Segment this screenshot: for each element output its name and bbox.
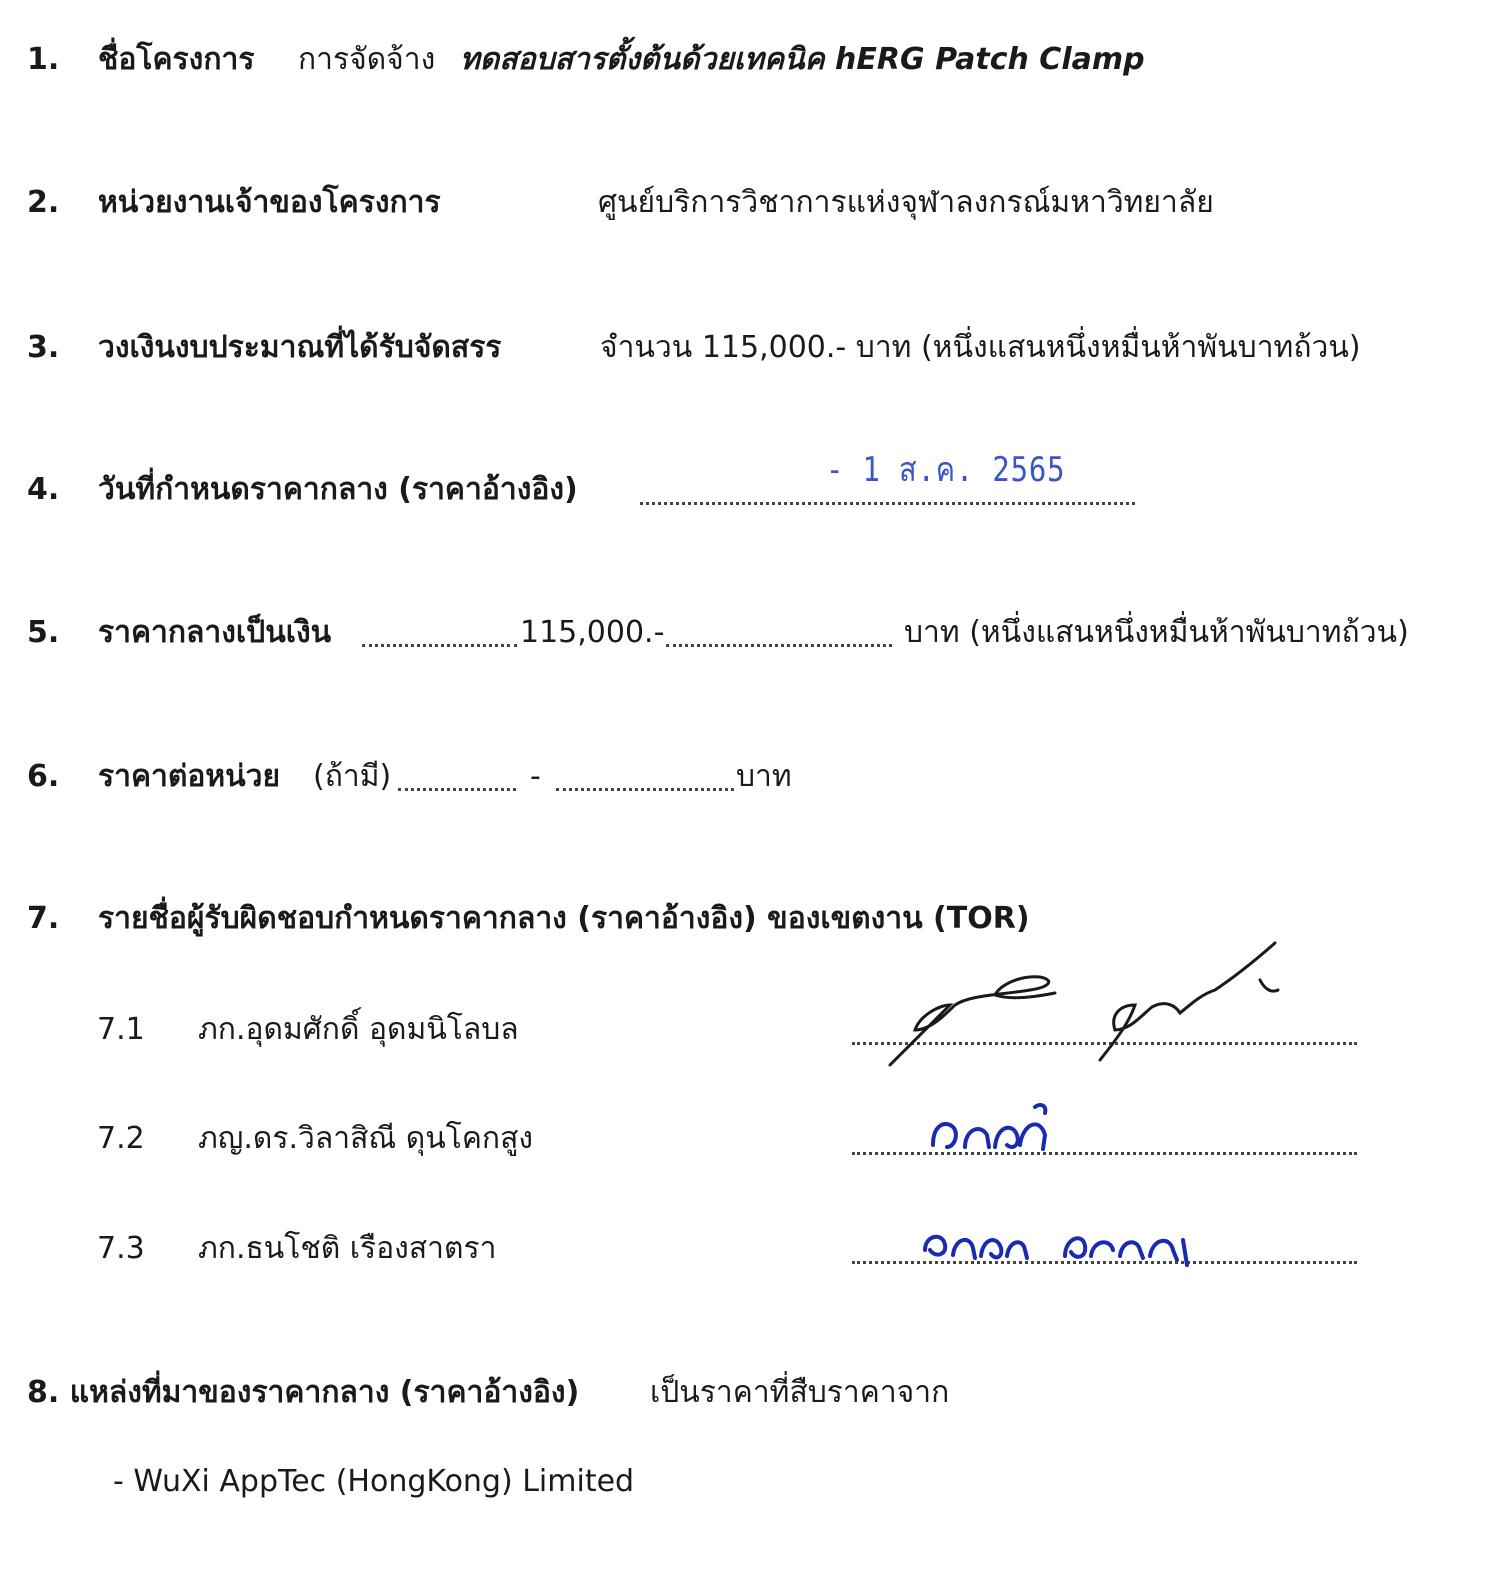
source-vendor: - WuXi AppTec (HongKong) Limited	[113, 1464, 635, 1499]
item-6-dash: -	[530, 759, 541, 794]
item-2-number: 2.	[27, 185, 60, 220]
person-1-signature	[880, 935, 1300, 1075]
item-6-unit: บาท	[736, 759, 792, 794]
item-2-value: ศูนย์บริการวิชาการแห่งจุฬาลงกรณ์มหาวิทยาลัย	[598, 185, 1214, 220]
item-2-label: หน่วยงานเจ้าของโครงการ	[98, 185, 441, 220]
item-6-dotted-line-a	[398, 788, 516, 791]
person-3-number: 7.3	[97, 1231, 145, 1266]
item-5-dotted-line-b	[666, 644, 892, 647]
person-1-name: ภก.อุดมศักดิ์ อุดมนิโลบล	[198, 1012, 519, 1047]
item-3-value: จำนวน 115,000.- บาท (หนึ่งแสนหนึ่งหมื่นห้าพันบาทถ้วน)	[600, 330, 1361, 365]
person-1-number: 7.1	[97, 1012, 145, 1047]
person-2-signature	[925, 1095, 1055, 1160]
item-8-number: 8.	[27, 1375, 60, 1410]
item-3-label: วงเงินงบประมาณที่ได้รับจัดสรร	[98, 330, 502, 365]
item-7-label: รายชื่อผู้รับผิดชอบกำหนดราคากลาง (ราคาอ้างอิง) ของเขตงาน (TOR)	[98, 901, 1030, 936]
item-6-number: 6.	[27, 759, 60, 794]
item-1-label: ชื่อโครงการ	[98, 42, 255, 77]
item-6-label: ราคาต่อหน่วย	[98, 759, 281, 794]
item-5-label: ราคากลางเป็นเงิน	[98, 615, 332, 650]
item-8-value: เป็นราคาที่สืบราคาจาก	[650, 1375, 950, 1410]
item-1-number: 1.	[27, 42, 60, 77]
person-2-name: ภญ.ดร.วิลาสิณี ดุนโคกสูง	[198, 1121, 534, 1156]
item-5-amount: 115,000.-	[520, 615, 665, 650]
item-4-label: วันที่กำหนดราคากลาง (ราคาอ้างอิง)	[98, 472, 578, 507]
person-2-number: 7.2	[97, 1121, 145, 1156]
item-5-number: 5.	[27, 615, 60, 650]
item-3-number: 3.	[27, 330, 60, 365]
person-3-name: ภก.ธนโชติ เรืองสาตรา	[198, 1231, 497, 1266]
item-6-note: (ถ้ามี)	[313, 759, 392, 794]
item-5-suffix: บาท (หนึ่งแสนหนึ่งหมื่นห้าพันบาทถ้วน)	[904, 615, 1409, 650]
item-4-number: 4.	[27, 472, 60, 507]
project-title: ทดสอบสารตั้งต้นด้วยเทคนิค hERG Patch Clamp	[460, 42, 1145, 77]
item-8-label	[27, 1375, 580, 1410]
item-6-dotted-line-b	[556, 788, 734, 791]
item-8-label-text: แหล่งที่มาของราคากลาง (ราคาอ้างอิง)	[69, 1375, 580, 1410]
item-5-dotted-line-a	[362, 644, 517, 647]
person-3-signature	[915, 1210, 1205, 1270]
item-4-dotted-line	[640, 502, 1135, 505]
date-stamp: - 1 ส.ค. 2565	[826, 450, 1066, 490]
item-7-number: 7.	[27, 901, 60, 936]
item-1-prefix: การจัดจ้าง	[298, 42, 436, 77]
